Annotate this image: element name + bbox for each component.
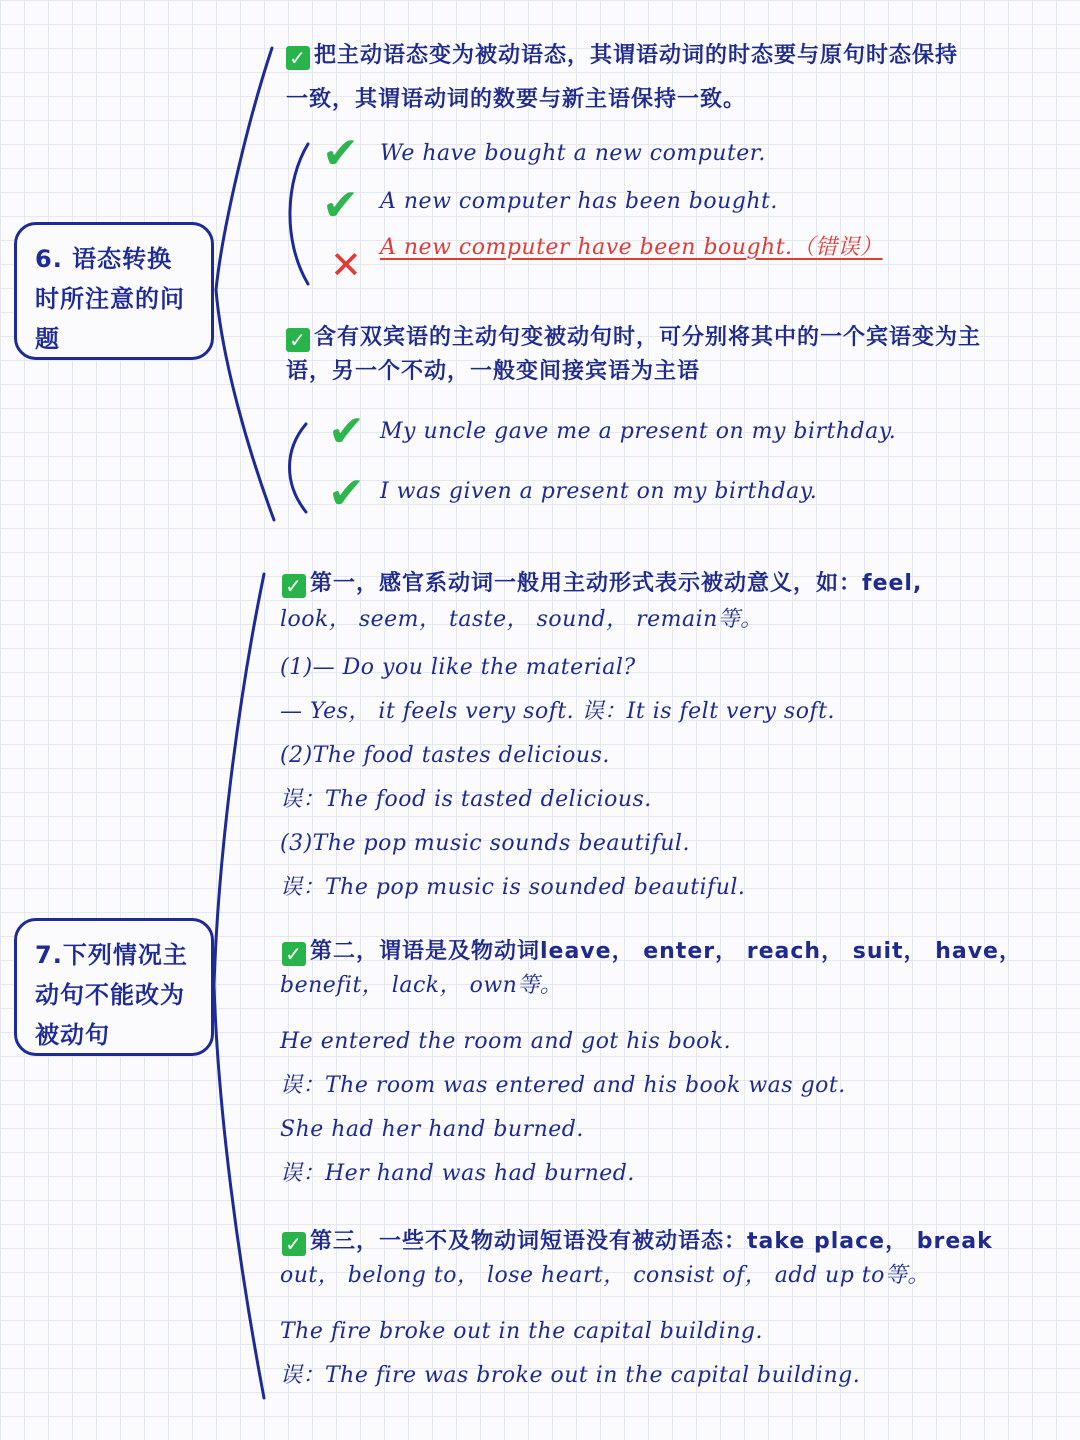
- rule2-line1: ✓ 含有双宾语的主动句变被动句时，可分别将其中的一个宾语变为主: [286, 322, 981, 354]
- second-line1: ✓ 第二，谓语是及物动词leave， enter， reach， suit， have，: [282, 936, 1022, 968]
- cross-mark-icon: ✕: [330, 243, 362, 287]
- example-3-wrong: A new computer have been bought.（错误）: [380, 235, 883, 260]
- third-line1: ✓ 第三，一些不及物动词短语没有被动语态：take place， break: [282, 1226, 993, 1258]
- topic-6-title: 6. 语态转换时所注意的问题: [35, 245, 185, 353]
- check-mark-icon: ✔: [322, 128, 359, 179]
- first-line1: ✓ 第一，感官系动词一般用主动形式表示被动意义，如：feel,: [282, 568, 922, 600]
- second-example-1: He entered the room and got his book.: [280, 1029, 732, 1054]
- second-example-2: 误：The room was entered and his book was got.: [280, 1073, 846, 1098]
- first-example-3: (2)The food tastes delicious.: [280, 743, 610, 768]
- check-box-icon: ✓: [286, 46, 310, 70]
- second-line2: benefit， lack， own等。: [280, 973, 563, 998]
- second-example-4: 误：Her hand was had burned.: [280, 1161, 635, 1186]
- check-mark-icon: ✔: [322, 180, 359, 231]
- first-example-6: 误：The pop music is sounded beautiful.: [280, 875, 746, 900]
- first-example-4: 误：The food is tasted delicious.: [280, 787, 652, 812]
- check-box-icon: ✓: [282, 574, 306, 598]
- rule2-line2: 语，另一个不动，一般变间接宾语为主语: [286, 359, 701, 384]
- example-1: We have bought a new computer.: [380, 141, 766, 166]
- third-example-2: 误：The fire was broke out in the capital building.: [280, 1363, 861, 1388]
- topic-box-section-6: [14, 222, 214, 360]
- check-box-icon: ✓: [282, 1232, 306, 1256]
- third-example-1: The fire broke out in the capital building.: [280, 1319, 763, 1344]
- rule1-line1: ✓ 把主动语态变为被动语态，其谓语动词的时态要与原句时态保持: [286, 40, 958, 72]
- example-2: A new computer has been bought.: [380, 189, 778, 214]
- topic-7-title: 7.下列情况主动句不能改为被动句: [35, 941, 188, 1049]
- check-mark-icon: ✔: [328, 406, 365, 457]
- second-example-3: She had her hand burned.: [280, 1117, 584, 1142]
- third-line2: out， belong to， lose heart， consist of， add up to等。: [280, 1263, 930, 1288]
- first-example-5: (3)The pop music sounds beautiful.: [280, 831, 690, 856]
- example-5: I was given a present on my birthday.: [380, 479, 818, 504]
- first-example-2: — Yes， it feels very soft. 误：It is felt very soft.: [280, 699, 835, 724]
- first-line2: look， seem， taste， sound， remain等。: [280, 607, 763, 632]
- example-4: My uncle gave me a present on my birthday.: [380, 419, 897, 444]
- check-box-icon: ✓: [282, 942, 306, 966]
- rule1-line2: 一致，其谓语动词的数要与新主语保持一致。: [286, 87, 747, 112]
- first-example-1: (1)— Do you like the material?: [280, 655, 636, 680]
- topic-box-section-7: [14, 918, 214, 1056]
- check-box-icon: ✓: [286, 328, 310, 352]
- check-mark-icon: ✔: [328, 468, 365, 519]
